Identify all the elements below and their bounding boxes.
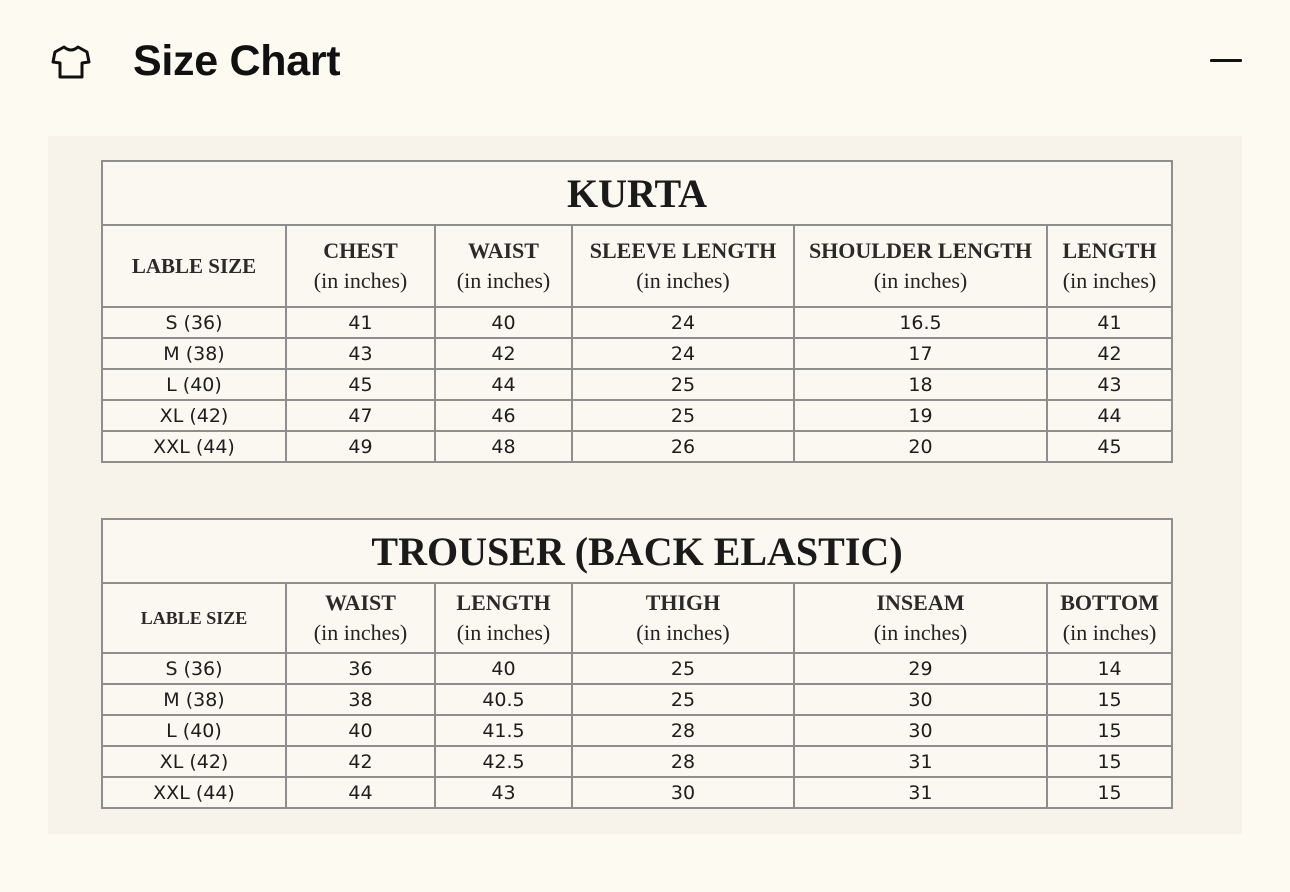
kurta-column-header <box>435 225 572 307</box>
table-row <box>102 338 1172 369</box>
measurement-cell: 20 <box>794 431 1047 462</box>
size-label-cell: S (36) <box>102 653 286 684</box>
measurement-cell: 41.5 <box>435 715 572 746</box>
kurta-column-header <box>1047 225 1172 307</box>
column-header-unit: (in inches) <box>636 268 730 293</box>
column-header-label: WAIST <box>468 238 539 263</box>
shirt-icon <box>50 42 92 82</box>
measurement-cell: 26 <box>572 431 794 462</box>
measurement-cell: 46 <box>435 400 572 431</box>
measurement-cell: 49 <box>286 431 435 462</box>
column-header-unit: (in inches) <box>456 620 551 645</box>
trouser-column-header <box>794 583 1047 653</box>
table-row <box>102 400 1172 431</box>
table-row <box>102 746 1172 777</box>
measurement-cell: 47 <box>286 400 435 431</box>
size-label-cell: L (40) <box>102 715 286 746</box>
size-label-cell: M (38) <box>102 338 286 369</box>
measurement-cell: 42.5 <box>435 746 572 777</box>
column-header-label: CHEST <box>323 238 398 263</box>
column-header-label: WAIST <box>325 590 396 615</box>
column-header-label: LABLE SIZE <box>140 608 248 628</box>
column-header-label: LABLE SIZE <box>131 254 257 278</box>
table-row <box>102 369 1172 400</box>
column-header-label: SHOULDER LENGTH <box>808 238 1033 263</box>
trouser-title: TROUSER (BACK ELASTIC) <box>102 519 1172 583</box>
measurement-cell: 43 <box>286 338 435 369</box>
measurement-cell: 16.5 <box>794 307 1047 338</box>
column-header-unit: (in inches) <box>1062 268 1157 293</box>
size-label-cell: S (36) <box>102 307 286 338</box>
measurement-cell: 40.5 <box>435 684 572 715</box>
measurement-cell: 38 <box>286 684 435 715</box>
trouser-column-header <box>572 583 794 653</box>
table-row <box>102 777 1172 808</box>
measurement-cell: 19 <box>794 400 1047 431</box>
measurement-cell: 30 <box>794 715 1047 746</box>
kurta-column-header <box>102 225 286 307</box>
size-label-cell: XL (42) <box>102 746 286 777</box>
trouser-size-table <box>101 518 1173 809</box>
measurement-cell: 42 <box>435 338 572 369</box>
trouser-column-header <box>435 583 572 653</box>
column-header-label: SLEEVE LENGTH <box>589 238 777 263</box>
section-title: Size Chart <box>133 37 341 85</box>
measurement-cell: 15 <box>1047 684 1172 715</box>
measurement-cell: 30 <box>794 684 1047 715</box>
measurement-cell: 14 <box>1047 653 1172 684</box>
measurement-cell: 45 <box>1047 431 1172 462</box>
trouser-column-header <box>286 583 435 653</box>
measurement-cell: 24 <box>572 307 794 338</box>
size-label-cell: XXL (44) <box>102 431 286 462</box>
measurement-cell: 44 <box>435 369 572 400</box>
column-header-unit: (in inches) <box>636 620 730 645</box>
kurta-column-header <box>286 225 435 307</box>
measurement-cell: 41 <box>286 307 435 338</box>
measurement-cell: 43 <box>435 777 572 808</box>
table-row <box>102 715 1172 746</box>
measurement-cell: 40 <box>435 653 572 684</box>
kurta-size-table <box>101 160 1173 463</box>
measurement-cell: 25 <box>572 400 794 431</box>
measurement-cell: 44 <box>286 777 435 808</box>
size-label-cell: M (38) <box>102 684 286 715</box>
column-header-unit: (in inches) <box>313 620 408 645</box>
collapse-button[interactable] <box>1198 38 1252 82</box>
measurement-cell: 31 <box>794 746 1047 777</box>
trouser-column-header <box>1047 583 1172 653</box>
size-chart-header[interactable] <box>0 0 1290 120</box>
measurement-cell: 40 <box>286 715 435 746</box>
kurta-title: KURTA <box>102 161 1172 225</box>
measurement-cell: 24 <box>572 338 794 369</box>
size-label-cell: XXL (44) <box>102 777 286 808</box>
size-chart-image <box>48 136 1242 834</box>
measurement-cell: 25 <box>572 369 794 400</box>
trouser-body <box>102 653 1172 808</box>
measurement-cell: 41 <box>1047 307 1172 338</box>
measurement-cell: 29 <box>794 653 1047 684</box>
measurement-cell: 36 <box>286 653 435 684</box>
column-header-unit: (in inches) <box>1062 620 1157 645</box>
measurement-cell: 42 <box>1047 338 1172 369</box>
measurement-cell: 25 <box>572 653 794 684</box>
column-header-unit: (in inches) <box>313 268 408 293</box>
measurement-cell: 28 <box>572 715 794 746</box>
column-header-unit: (in inches) <box>873 268 968 293</box>
measurement-cell: 18 <box>794 369 1047 400</box>
table-row <box>102 684 1172 715</box>
column-header-unit: (in inches) <box>873 620 968 645</box>
measurement-cell: 15 <box>1047 715 1172 746</box>
table-row <box>102 653 1172 684</box>
kurta-column-header <box>572 225 794 307</box>
column-header-label: THIGH <box>645 590 721 615</box>
column-header-label: LENGTH <box>456 590 551 615</box>
trouser-header-row <box>102 583 1172 653</box>
measurement-cell: 45 <box>286 369 435 400</box>
kurta-body <box>102 307 1172 462</box>
measurement-cell: 48 <box>435 431 572 462</box>
measurement-cell: 42 <box>286 746 435 777</box>
size-label-cell: XL (42) <box>102 400 286 431</box>
measurement-cell: 25 <box>572 684 794 715</box>
table-row <box>102 431 1172 462</box>
column-header-unit: (in inches) <box>456 268 551 293</box>
measurement-cell: 31 <box>794 777 1047 808</box>
column-header-label: LENGTH <box>1062 238 1157 263</box>
minus-icon <box>1210 59 1242 62</box>
kurta-header-row <box>102 225 1172 307</box>
measurement-cell: 15 <box>1047 777 1172 808</box>
trouser-column-header <box>102 583 286 653</box>
measurement-cell: 17 <box>794 338 1047 369</box>
table-row <box>102 307 1172 338</box>
measurement-cell: 43 <box>1047 369 1172 400</box>
size-label-cell: L (40) <box>102 369 286 400</box>
column-header-label: BOTTOM <box>1060 590 1159 615</box>
measurement-cell: 40 <box>435 307 572 338</box>
kurta-column-header <box>794 225 1047 307</box>
measurement-cell: 30 <box>572 777 794 808</box>
column-header-label: INSEAM <box>876 590 965 615</box>
measurement-cell: 44 <box>1047 400 1172 431</box>
measurement-cell: 28 <box>572 746 794 777</box>
measurement-cell: 15 <box>1047 746 1172 777</box>
